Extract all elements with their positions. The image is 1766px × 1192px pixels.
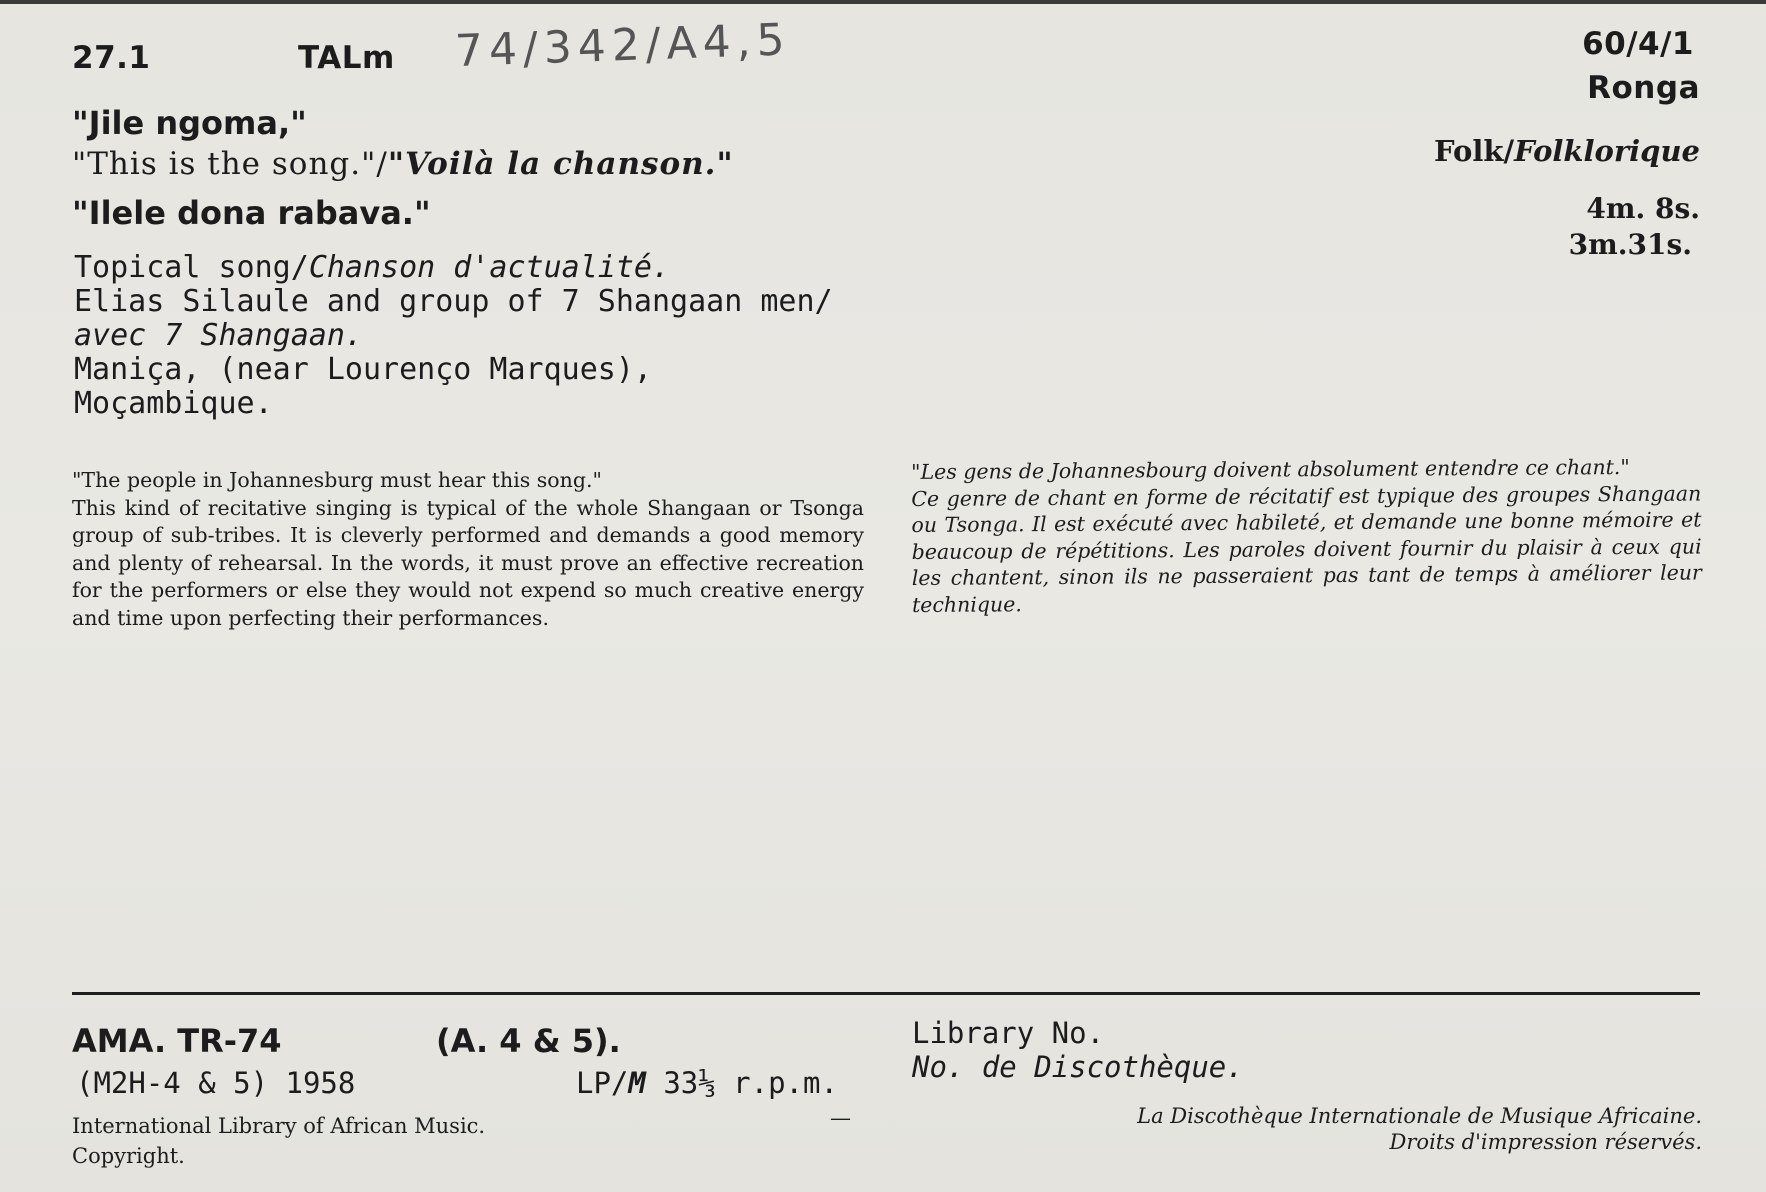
publisher-english: International Library of African Music. bbox=[72, 1114, 486, 1138]
record-number: AMA. TR-74 bbox=[72, 1022, 282, 1060]
genre-english: Folk/ bbox=[1434, 134, 1515, 168]
format-speed: 33⅓ r.p.m. bbox=[663, 1066, 838, 1100]
notes-english-body: This kind of recitative singing is typical of the whole Shangaan or Tsonga group of sub-tribes. It is cleverly performed and demands a good memory and plenty of rehearsal. In the words, it must prove an effective recreation for the performers or else they would not expend so much creative energy and time upon perfecting their performances. bbox=[72, 495, 864, 630]
song-title-2: "Ilele dona rabava." bbox=[72, 194, 431, 232]
matrix-and-year: (M2H-4 & 5) 1958 bbox=[76, 1066, 356, 1100]
library-number-fr: No. de Discothèque. bbox=[912, 1050, 1244, 1084]
song-type-english: Topical song/ bbox=[74, 250, 309, 285]
song-title-1: "Jile ngoma," bbox=[72, 104, 307, 142]
copyright-english: Copyright. bbox=[72, 1144, 185, 1168]
library-number-en: Library No. bbox=[912, 1016, 1105, 1050]
publisher-french: La Discothèque Internationale de Musique Africaine. bbox=[1137, 1104, 1702, 1128]
record-sides: (A. 4 & 5). bbox=[436, 1022, 621, 1060]
translation-french: "Voilà la chanson." bbox=[387, 146, 734, 182]
genre-french: Folklorique bbox=[1514, 134, 1700, 168]
item-number: 27.1 bbox=[72, 40, 151, 76]
format-prefix: LP/ bbox=[576, 1066, 629, 1100]
language-label: Ronga bbox=[1587, 70, 1700, 106]
format-m: M bbox=[628, 1066, 646, 1100]
genre bbox=[1434, 134, 1700, 168]
song-translation bbox=[72, 146, 734, 182]
footer-dash: — bbox=[830, 1106, 851, 1130]
notes-english-quote: "The people in Johannesburg must hear this song." bbox=[72, 468, 602, 492]
record-format bbox=[576, 1066, 838, 1100]
copyright-french: Droits d'impression réservés. bbox=[1389, 1130, 1702, 1154]
performers-french: avec 7 Shangaan. bbox=[74, 318, 363, 353]
duration-1: 4m. 8s. bbox=[1586, 192, 1700, 225]
series-code: TALm bbox=[298, 40, 395, 76]
song-type bbox=[74, 250, 670, 285]
notes-french-quote: "Les gens de Johannesbourg doivent absolument entendre ce chant." bbox=[911, 454, 1630, 484]
notes-french-body: Ce genre de chant en forme de récitatif est typique des groupes Shangaan ou Tsonga. Il est exécuté avec habileté, et demande une bonne mémoire et beaucoup de répétitions. Les paroles doivent fournir du plaisir à ceux qui les chantent, sinon ils ne passeraient pas tant de temps à améliorer leur technique. bbox=[911, 480, 1702, 617]
catalog-reference: 60/4/1 bbox=[1582, 26, 1694, 62]
place-line-1: Maniça, (near Lourenço Marques), bbox=[74, 352, 652, 387]
notes-english bbox=[72, 467, 864, 632]
performers-english: Elias Silaule and group of 7 Shangaan men/ bbox=[74, 284, 833, 319]
card-top-edge bbox=[0, 0, 1766, 4]
notes-french bbox=[911, 453, 1702, 618]
place-line-2: Moçambique. bbox=[74, 386, 273, 421]
duration-2: 3m.31s. bbox=[1568, 228, 1692, 261]
translation-english: "This is the song."/ bbox=[72, 146, 388, 182]
song-type-french: Chanson d'actualité. bbox=[308, 250, 671, 285]
footer-divider bbox=[72, 992, 1700, 995]
handwritten-reference: 74/342/A4,5 bbox=[454, 14, 792, 77]
